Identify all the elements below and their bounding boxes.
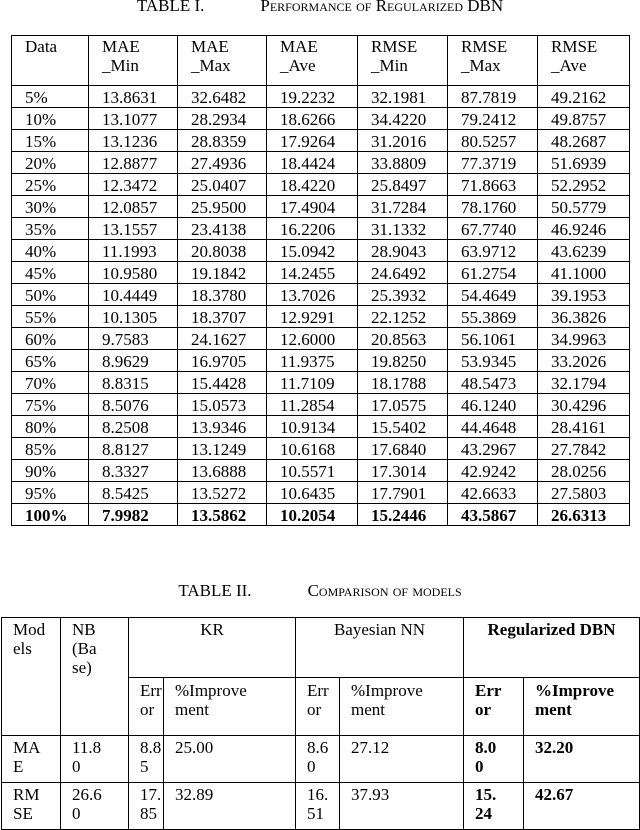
- table2-cell-nb: 11.8 0: [61, 736, 129, 783]
- table2-cell-bnn-error: 16. 51: [296, 783, 340, 830]
- table1-cell: 32.1981: [358, 86, 448, 108]
- table2-bnn-improvement-header: %Improve ment: [340, 678, 464, 736]
- table1-cell: 30.4296: [538, 394, 630, 416]
- table1-cell: 30%: [12, 196, 89, 218]
- table1-cell: 15.4428: [178, 372, 267, 394]
- table1-cell: 28.9043: [358, 240, 448, 262]
- table1-header-cell: RMSE _Ave: [538, 36, 630, 86]
- table1-cell: 11.9375: [267, 350, 358, 372]
- table1-cell: 14.2455: [267, 262, 358, 284]
- table1-cell: 55%: [12, 306, 89, 328]
- table1-cell: 32.1794: [538, 372, 630, 394]
- table1-header-cell: RMSE _Min: [358, 36, 448, 86]
- table1-cell: 17.9264: [267, 130, 358, 152]
- table1-cell: 17.7901: [358, 482, 448, 504]
- table2-cell-rdbn-error: 8.0 0: [464, 736, 524, 783]
- table1-cell: 9.7583: [89, 328, 178, 350]
- table1-cell: 31.7284: [358, 196, 448, 218]
- table1-cell: 77.3719: [448, 152, 538, 174]
- table1-cell: 80.5257: [448, 130, 538, 152]
- table1-cell: 17.6840: [358, 438, 448, 460]
- table1-cell: 33.2026: [538, 350, 630, 372]
- table1-row: [12, 416, 630, 438]
- table1-cell: 10.9580: [89, 262, 178, 284]
- table1-row: [12, 372, 630, 394]
- table1-cell: 35%: [12, 218, 89, 240]
- table2-cell-model: MA E: [2, 736, 61, 783]
- table1-cell: 22.1252: [358, 306, 448, 328]
- table1-cell: 18.4424: [267, 152, 358, 174]
- table1-header-row: [12, 36, 630, 86]
- table1-cell: 8.8315: [89, 372, 178, 394]
- table1-cell: 13.1249: [178, 438, 267, 460]
- table1-cell: 39.1953: [538, 284, 630, 306]
- table1-cell: 28.8359: [178, 130, 267, 152]
- table1-cell: 25.9500: [178, 196, 267, 218]
- table1-cell: 8.9629: [89, 350, 178, 372]
- table1-cell: 65%: [12, 350, 89, 372]
- table1-cell: 31.2016: [358, 130, 448, 152]
- table1-row: [12, 130, 630, 152]
- table1-cell: 19.1842: [178, 262, 267, 284]
- table1-cell: 10.9134: [267, 416, 358, 438]
- table1-cell: 23.4138: [178, 218, 267, 240]
- table1-cell: 63.9712: [448, 240, 538, 262]
- table1-cell: 41.1000: [538, 262, 630, 284]
- table2-cell-kr-improvement: 25.00: [164, 736, 296, 783]
- table2-row-mae: [2, 736, 640, 783]
- table1-cell: 49.8757: [538, 108, 630, 130]
- table1-cell: 11.2854: [267, 394, 358, 416]
- table1-cell: 43.6239: [538, 240, 630, 262]
- table1-cell: 28.2934: [178, 108, 267, 130]
- table1-row: [12, 174, 630, 196]
- table1-cell: 16.9705: [178, 350, 267, 372]
- table1-cell: 5%: [12, 86, 89, 108]
- table1-row: [12, 482, 630, 504]
- table1-cell: 36.3826: [538, 306, 630, 328]
- table1-cell: 8.8127: [89, 438, 178, 460]
- table1-cell: 13.6888: [178, 460, 267, 482]
- table1-row: [12, 86, 630, 108]
- table1-cell: 49.2162: [538, 86, 630, 108]
- table1-cell: 17.0575: [358, 394, 448, 416]
- table1-cell: 13.8631: [89, 86, 178, 108]
- table2-cell-kr-improvement: 32.89: [164, 783, 296, 830]
- table1-row: [12, 438, 630, 460]
- table1-cell: 61.2754: [448, 262, 538, 284]
- table1-cell: 34.9963: [538, 328, 630, 350]
- table1-cell: 70%: [12, 372, 89, 394]
- table1-cell: 45%: [12, 262, 89, 284]
- table1-cell: 8.3327: [89, 460, 178, 482]
- table1-cell: 40%: [12, 240, 89, 262]
- table1-cell: 20.8038: [178, 240, 267, 262]
- table1-cell: 15%: [12, 130, 89, 152]
- table1-cell: 17.3014: [358, 460, 448, 482]
- table1-row: [12, 196, 630, 218]
- table1-cell: 12.9291: [267, 306, 358, 328]
- table2-kr-error-header: Err or: [129, 678, 164, 736]
- table1-body: [12, 36, 630, 526]
- table1-cell: 55.3869: [448, 306, 538, 328]
- table2-rdbn-error-header: Err or: [464, 678, 524, 736]
- table1-cell: 15.2446: [358, 504, 448, 526]
- table1-title: Performance of Regularized DBN: [260, 0, 504, 15]
- table1-cell: 25%: [12, 174, 89, 196]
- table2-cell-kr-error: 17. 85: [129, 783, 164, 830]
- table1-row: [12, 328, 630, 350]
- table1-cell: 34.4220: [358, 108, 448, 130]
- table2-header-bnn: Bayesian NN: [296, 618, 464, 678]
- table1-cell: 18.3780: [178, 284, 267, 306]
- table2-cell-rdbn-improvement: 42.67: [524, 783, 640, 830]
- table1-row: [12, 394, 630, 416]
- table1-cell: 53.9345: [448, 350, 538, 372]
- table1-cell: 17.4904: [267, 196, 358, 218]
- table2-header-kr: KR: [129, 618, 296, 678]
- table2-cell-nb: 26.6 0: [61, 783, 129, 830]
- table1-cell: 95%: [12, 482, 89, 504]
- table1-cell: 48.2687: [538, 130, 630, 152]
- table1-cell: 8.5425: [89, 482, 178, 504]
- table1-cell: 18.1788: [358, 372, 448, 394]
- table1-cell: 75%: [12, 394, 89, 416]
- table1-cell: 33.8809: [358, 152, 448, 174]
- table1-cell: 56.1061: [448, 328, 538, 350]
- table1-cell: 10.6435: [267, 482, 358, 504]
- table2-header-nb: NB (Ba se): [61, 618, 129, 736]
- table1-cell: 27.4936: [178, 152, 267, 174]
- table1-cell: 10.4449: [89, 284, 178, 306]
- table1-cell: 12.6000: [267, 328, 358, 350]
- table2-cell-rdbn-error: 15. 24: [464, 783, 524, 830]
- table1-cell: 15.5402: [358, 416, 448, 438]
- table1-cell: 10.6168: [267, 438, 358, 460]
- table1-header-cell: MAE _Ave: [267, 36, 358, 86]
- table1-cell: 90%: [12, 460, 89, 482]
- table1-cell: 46.9246: [538, 218, 630, 240]
- table1-cell: 71.8663: [448, 174, 538, 196]
- table1-header-cell: MAE _Max: [178, 36, 267, 86]
- table1-label: TABLE I.: [136, 0, 205, 15]
- table1-cell: 60%: [12, 328, 89, 350]
- table1-cell: 27.7842: [538, 438, 630, 460]
- table1-cell: 7.9982: [89, 504, 178, 526]
- table1-cell: 10.1305: [89, 306, 178, 328]
- table1-cell: 85%: [12, 438, 89, 460]
- table1-cell: 12.3472: [89, 174, 178, 196]
- table2-cell-bnn-error: 8.6 0: [296, 736, 340, 783]
- table1-cell: 52.2952: [538, 174, 630, 196]
- table1-cell: 42.9242: [448, 460, 538, 482]
- table2-title: Comparison of models: [307, 581, 462, 600]
- table1-cell: 20%: [12, 152, 89, 174]
- table1-cell: 13.7026: [267, 284, 358, 306]
- table1-cell: 19.2232: [267, 86, 358, 108]
- table1-cell: 46.1240: [448, 394, 538, 416]
- table1-row: [12, 152, 630, 174]
- table2-header-models: Mod els: [2, 618, 61, 736]
- table1-cell: 48.5473: [448, 372, 538, 394]
- table1-cell: 10.5571: [267, 460, 358, 482]
- table1-cell: 25.8497: [358, 174, 448, 196]
- table1-cell: 12.8877: [89, 152, 178, 174]
- table1-cell: 13.1077: [89, 108, 178, 130]
- table1-cell: 54.4649: [448, 284, 538, 306]
- table1-row: [12, 218, 630, 240]
- table1-cell: 13.1236: [89, 130, 178, 152]
- table1-cell: 100%: [12, 504, 89, 526]
- table2-cell-bnn-improvement: 27.12: [340, 736, 464, 783]
- table1-cell: 20.8563: [358, 328, 448, 350]
- table1-row: [12, 108, 630, 130]
- table1-cell: 25.0407: [178, 174, 267, 196]
- table2-kr-improvement-header: %Improve ment: [164, 678, 296, 736]
- table1-cell: 43.2967: [448, 438, 538, 460]
- table2-bnn-error-header: Err or: [296, 678, 340, 736]
- table2-label: TABLE II.: [178, 581, 252, 600]
- table1: [11, 35, 630, 526]
- table1-cell: 31.1332: [358, 218, 448, 240]
- table1-cell: 50%: [12, 284, 89, 306]
- table1-caption: [0, 0, 640, 16]
- table1-cell: 42.6633: [448, 482, 538, 504]
- table1-row: [12, 306, 630, 328]
- table2-caption: [0, 581, 640, 601]
- table2-cell-kr-error: 8.8 5: [129, 736, 164, 783]
- table1-row: [12, 350, 630, 372]
- table1-cell: 24.6492: [358, 262, 448, 284]
- table1-cell: 19.8250: [358, 350, 448, 372]
- table1-cell: 78.1760: [448, 196, 538, 218]
- table1-header-cell: Data: [12, 36, 89, 86]
- table1-row: [12, 284, 630, 306]
- table1-cell: 28.4161: [538, 416, 630, 438]
- table1-cell: 79.2412: [448, 108, 538, 130]
- table1-cell: 67.7740: [448, 218, 538, 240]
- table1-cell: 51.6939: [538, 152, 630, 174]
- table1-cell: 50.5779: [538, 196, 630, 218]
- table1-row: [12, 460, 630, 482]
- table1-cell: 80%: [12, 416, 89, 438]
- table1-header-cell: RMSE _Max: [448, 36, 538, 86]
- table2-cell-model: RM SE: [2, 783, 61, 830]
- table1-cell: 10.2054: [267, 504, 358, 526]
- table2-row-rmse: [2, 783, 640, 830]
- table1-cell: 18.6266: [267, 108, 358, 130]
- table1-cell: 26.6313: [538, 504, 630, 526]
- table1-row: [12, 240, 630, 262]
- table1-cell: 25.3932: [358, 284, 448, 306]
- table1-cell: 27.5803: [538, 482, 630, 504]
- table1-cell: 32.6482: [178, 86, 267, 108]
- table1-cell: 11.1993: [89, 240, 178, 262]
- table1-cell: 13.5862: [178, 504, 267, 526]
- table2: [1, 617, 640, 830]
- table2-header-rdbn: Regularized DBN: [464, 618, 640, 678]
- table1-cell: 12.0857: [89, 196, 178, 218]
- table1-cell: 8.2508: [89, 416, 178, 438]
- table1-header-cell: MAE _Min: [89, 36, 178, 86]
- table1-cell: 44.4648: [448, 416, 538, 438]
- table1-cell: 28.0256: [538, 460, 630, 482]
- table1-row: [12, 504, 630, 526]
- table1-cell: 10%: [12, 108, 89, 130]
- table1-cell: 87.7819: [448, 86, 538, 108]
- table1-cell: 8.5076: [89, 394, 178, 416]
- table1-cell: 18.4220: [267, 174, 358, 196]
- table1-cell: 43.5867: [448, 504, 538, 526]
- table1-cell: 18.3707: [178, 306, 267, 328]
- table1-cell: 16.2206: [267, 218, 358, 240]
- table2-cell-bnn-improvement: 37.93: [340, 783, 464, 830]
- table2-rdbn-improvement-header: %Improve ment: [524, 678, 640, 736]
- table1-cell: 15.0573: [178, 394, 267, 416]
- table1-cell: 11.7109: [267, 372, 358, 394]
- table1-cell: 24.1627: [178, 328, 267, 350]
- table2-cell-rdbn-improvement: 32.20: [524, 736, 640, 783]
- table1-cell: 15.0942: [267, 240, 358, 262]
- table2-header-row: [2, 618, 640, 678]
- table1-row: [12, 262, 630, 284]
- table1-cell: 13.5272: [178, 482, 267, 504]
- table1-cell: 13.9346: [178, 416, 267, 438]
- table1-cell: 13.1557: [89, 218, 178, 240]
